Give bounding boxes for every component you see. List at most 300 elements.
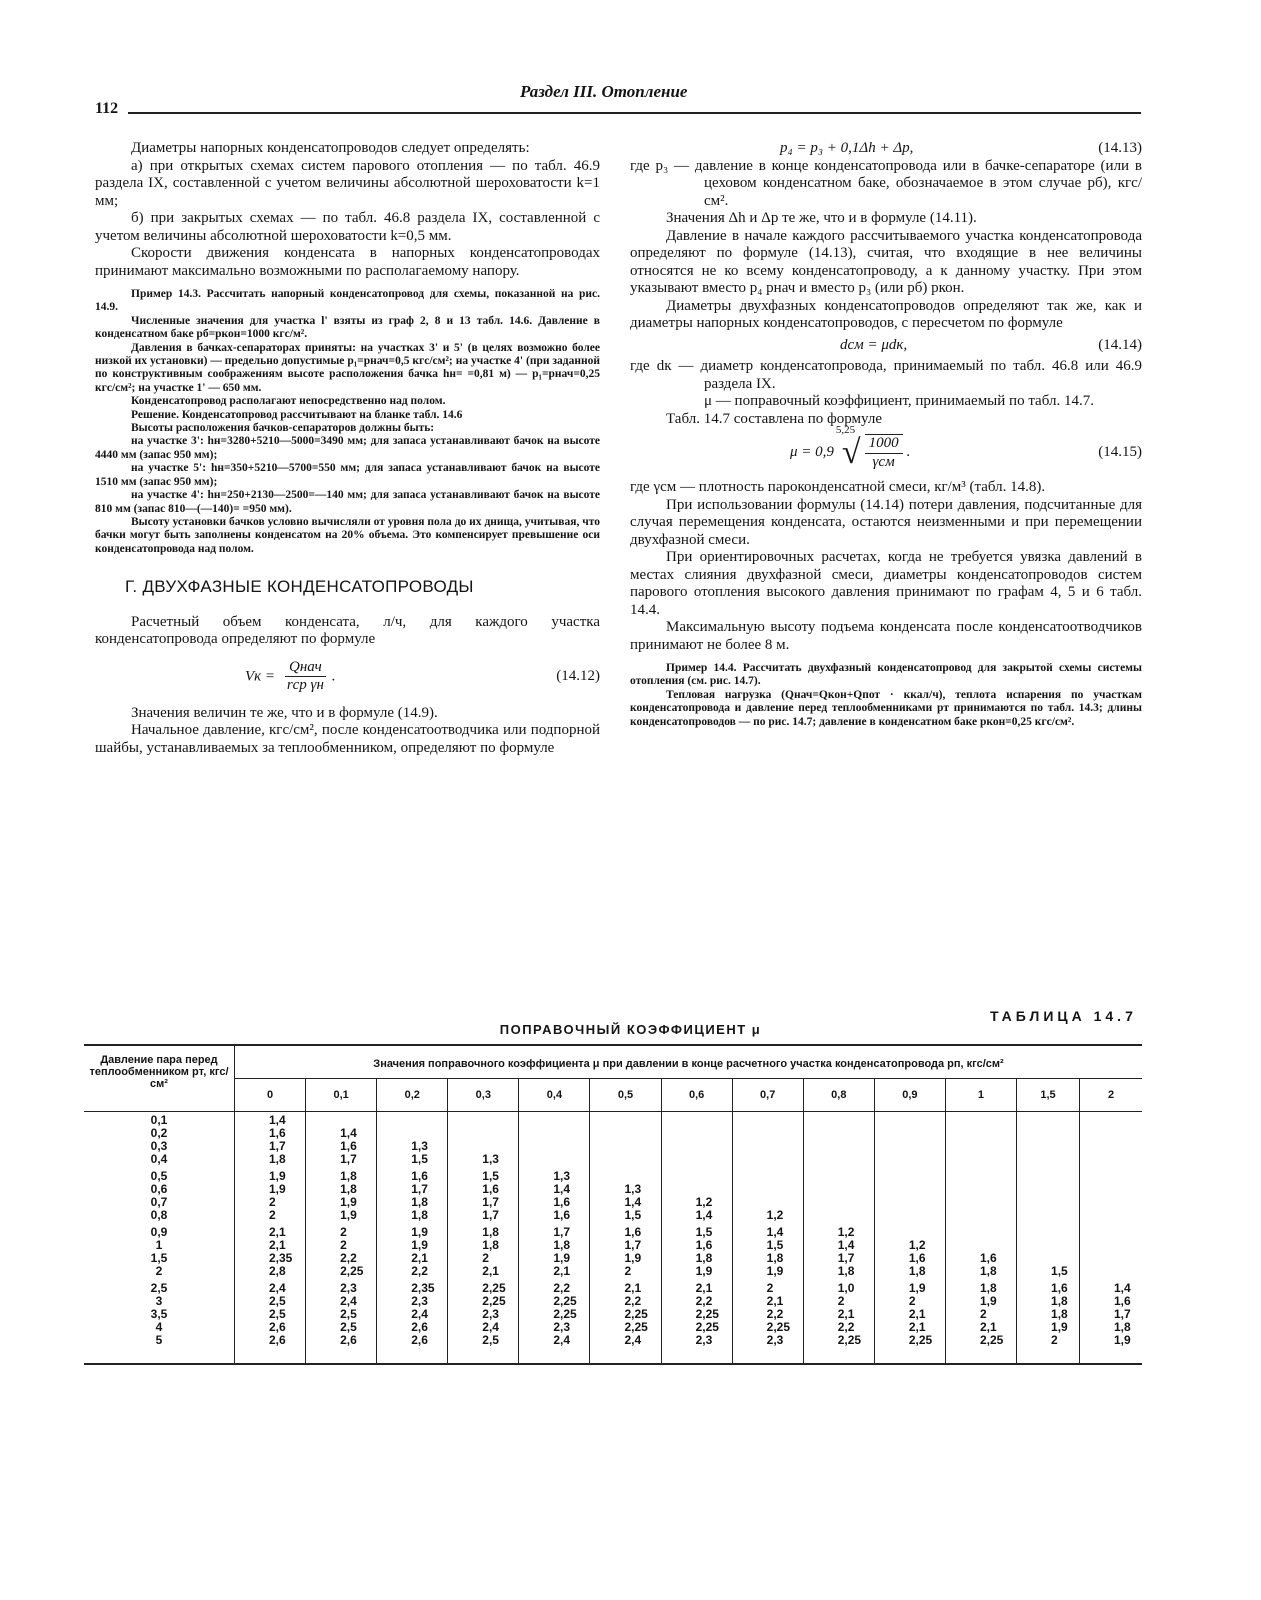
coefficient-value: 2,2	[766, 1307, 784, 1321]
coefficient-value: 1,6	[695, 1238, 713, 1252]
coefficient-value: 1,6	[908, 1251, 926, 1265]
example-text: Решение. Конденсатопровод рассчитывают на бланке табл. 14.6	[131, 408, 463, 421]
column-header-row	[84, 1079, 1142, 1112]
spacer-cell	[661, 1349, 732, 1364]
formula-body: dсм = μdк,	[840, 336, 908, 353]
pressure-value: 0,7	[150, 1195, 168, 1209]
coefficient-cell	[448, 1280, 519, 1349]
coefficient-value	[624, 1153, 660, 1166]
coefficient-value: 1,8	[482, 1238, 499, 1252]
coefficient-value: 2,25	[553, 1307, 577, 1321]
coefficient-value: 1,9	[1051, 1320, 1068, 1334]
coefficient-value: 2	[1051, 1333, 1058, 1347]
correction-coefficient-table	[84, 1044, 1142, 1365]
coefficient-cell	[1017, 1168, 1080, 1224]
example-14-4	[630, 662, 1142, 729]
coefficient-value: 2,25	[837, 1333, 862, 1347]
example-text: Конденсатопровод располагают непосредственно над полом.	[131, 395, 446, 408]
paragraph: Значения величин те же, что и в формуле (14.9).	[131, 704, 438, 721]
left-column	[95, 140, 600, 757]
pressure-value: 0,3	[150, 1139, 168, 1153]
table-row-group	[84, 1112, 1142, 1169]
coefficient-value: 1,7	[624, 1238, 642, 1252]
coefficient-cell	[1017, 1280, 1080, 1349]
coefficient-value: 2	[482, 1251, 489, 1265]
coefficient-value: 2,25	[695, 1307, 719, 1321]
coefficient-value	[1114, 1239, 1142, 1252]
coefficient-value: 2,2	[553, 1281, 571, 1295]
coefficient-value: 1,4	[340, 1126, 357, 1140]
coefficient-cell	[590, 1168, 661, 1224]
pressure-value: 3,5	[150, 1307, 168, 1321]
coefficient-value: 1,6	[340, 1139, 357, 1153]
coefficient-cell	[732, 1224, 803, 1280]
paragraph: Расчетный объем конденсата, л/ч, для каждого участка конденсатопровода определяют по формуле	[95, 613, 600, 648]
coefficient-value	[482, 1114, 518, 1127]
coefficient-value: 1,9	[340, 1195, 357, 1209]
coefficient-cell	[945, 1168, 1016, 1224]
coefficient-value	[696, 1127, 732, 1140]
coefficient-value	[767, 1183, 803, 1196]
coefficient-value	[980, 1196, 1016, 1209]
coefficient-value: 2,25	[695, 1320, 719, 1334]
coefficient-value: 1,9	[908, 1281, 926, 1295]
coefficient-value	[1051, 1127, 1079, 1140]
coefficient-cell	[235, 1112, 306, 1169]
coefficient-value: 2,25	[908, 1333, 933, 1347]
coefficient-cell	[874, 1280, 945, 1349]
coefficient-value: 2,2	[837, 1320, 855, 1334]
coefficient-cell	[519, 1168, 590, 1224]
coefficient-value: 2,35	[411, 1281, 435, 1295]
coefficient-cell	[945, 1224, 1016, 1280]
coefficient-value	[767, 1140, 803, 1153]
formula-14-13	[630, 140, 1142, 158]
coefficient-cell	[448, 1168, 519, 1224]
coefficient-value: 1,5	[482, 1169, 499, 1183]
pressure-value: 4	[155, 1320, 163, 1334]
coefficient-cell	[235, 1168, 306, 1224]
column-header: 0,9	[874, 1079, 945, 1112]
coefficient-value: 1,9	[695, 1264, 713, 1278]
coefficient-value: 2,6	[411, 1320, 428, 1334]
coefficient-value: 2,5	[269, 1307, 286, 1321]
spacer-cell	[377, 1349, 448, 1364]
coefficient-value	[1114, 1226, 1142, 1239]
coefficient-value: 1,8	[1114, 1320, 1131, 1334]
formula-number: (14.14)	[1098, 336, 1142, 353]
formula-fraction	[865, 434, 903, 471]
pressure-value: 0,2	[150, 1126, 168, 1140]
column-header: 0,1	[306, 1079, 377, 1112]
coefficient-cell	[448, 1112, 519, 1169]
coefficient-value: 2,4	[269, 1281, 286, 1295]
formula-body: p₄ = p₃ + 0,1Δh + Δp,	[780, 140, 914, 156]
pressure-cell	[84, 1224, 235, 1280]
table-bottom-spacer	[84, 1349, 1142, 1364]
coefficient-value	[909, 1183, 945, 1196]
coefficient-cell	[590, 1280, 661, 1349]
coefficient-cell	[590, 1112, 661, 1169]
example-text: на участке 3': hн=3280+5210—5000=3490 мм; для запаса устанавливают бачок на высоте 4440 мм (запас 950 мм);	[95, 435, 600, 461]
coefficient-value: 1,6	[553, 1195, 571, 1209]
paragraph: а) при открытых схемах систем парового отопления — по табл. 46.9 раздела IX, составленной с учетом величины абсолютной шероховатости k=1 мм;	[95, 157, 600, 209]
coefficient-value	[980, 1170, 1016, 1183]
coefficient-value: 1,7	[482, 1208, 499, 1222]
coefficient-value: 1,2	[766, 1208, 784, 1222]
coefficient-value: 2,25	[482, 1281, 506, 1295]
coefficient-value: 2	[908, 1294, 916, 1308]
coefficient-value: 2	[269, 1208, 276, 1222]
pressure-value: 1	[155, 1238, 163, 1252]
coefficient-cell	[448, 1224, 519, 1280]
coefficient-value: 1,5	[766, 1238, 784, 1252]
paragraph: При ориентировочных расчетах, когда не требуется увязка давлений в местах слияния двухфазной смеси, диаметры конденсатопроводов систем парового отопления высокого давления принимают по графам 4, 5 и 6 табл. 14.4.	[630, 549, 1142, 618]
pressure-value: 0,1	[150, 1113, 168, 1127]
coefficient-value	[1051, 1196, 1079, 1209]
coefficient-value	[980, 1127, 1016, 1140]
coefficient-value: 1,3	[624, 1182, 642, 1196]
table-body	[84, 1112, 1142, 1365]
coefficient-value	[553, 1153, 589, 1166]
coefficient-value: 1,6	[624, 1225, 642, 1239]
page-number: 112	[95, 100, 119, 117]
pressure-value: 0,8	[150, 1208, 168, 1222]
coefficient-cell	[874, 1168, 945, 1224]
coefficient-value: 1,6	[553, 1208, 571, 1222]
coefficient-value: 2,6	[269, 1333, 286, 1347]
coefficient-value	[980, 1183, 1016, 1196]
coefficient-value	[1051, 1183, 1079, 1196]
coefficient-value: 2,6	[269, 1320, 286, 1334]
column-header: 2	[1107, 1089, 1115, 1101]
coefficient-value: 2,2	[411, 1264, 428, 1278]
coefficient-value	[482, 1127, 518, 1140]
coefficient-value: 2,1	[482, 1264, 499, 1278]
example-text: на участке 4': hн=250+2130—2500=—140 мм; для запаса устанавливают бачок на высоте 810 мм (запас 810—(—140)= =950 мм).	[95, 489, 600, 515]
paragraph: Значения Δh и Δp те же, что и в формуле (14.11).	[666, 210, 977, 226]
coefficient-value	[1114, 1127, 1142, 1140]
example-text: Высоты расположения бачков-сепараторов должны быть:	[131, 422, 435, 435]
coefficient-value: 1,8	[695, 1251, 713, 1265]
paragraph: Диаметры напорных конденсатопроводов следует определять:	[131, 140, 530, 156]
coefficient-cell	[519, 1224, 590, 1280]
coefficient-value: 1,8	[1051, 1294, 1068, 1308]
coefficient-value: 1,7	[837, 1251, 855, 1265]
coefficient-value: 1,6	[1114, 1294, 1131, 1308]
coefficient-value	[909, 1127, 945, 1140]
column-header: 1	[945, 1079, 1016, 1112]
coefficient-value	[767, 1153, 803, 1166]
coefficient-value: 2	[766, 1281, 774, 1295]
coefficient-value: 1,7	[482, 1195, 499, 1209]
paragraph: Максимальную высоту подъема конденсата после конденсатоотводчиков принимают не более 8 м.	[630, 619, 1142, 653]
coefficient-value: 2,25	[482, 1294, 506, 1308]
coefficient-value: 2	[340, 1225, 347, 1239]
coefficient-value: 2,3	[695, 1333, 713, 1347]
coefficient-cell	[1017, 1224, 1080, 1280]
coefficient-value: 1,0	[837, 1281, 855, 1295]
coefficient-value: 1,8	[766, 1251, 784, 1265]
spacer-cell	[306, 1349, 377, 1364]
coefficient-cell	[874, 1224, 945, 1280]
example-text: Пример 14.3. Рассчитать напорный конденсатопровод для схемы, показанной на рис. 14.9.	[95, 288, 600, 314]
paragraph: Давление в начале каждого рассчитываемого участка конденсатопровода определяют по формуле (14.13), считая, что входящие в нее величины относятся не ко всему конденсатопроводу, а к данному участку. При этом указывают вместо p₄ pнач и вместо p₃ (или pб) pкон.	[630, 227, 1142, 296]
coefficient-value: 1,9	[269, 1169, 286, 1183]
coefficient-value	[1114, 1183, 1142, 1196]
coefficient-value: 1,8	[482, 1225, 499, 1239]
coefficient-cell	[803, 1112, 874, 1169]
coefficient-value	[1114, 1252, 1142, 1265]
column-header: 0,8	[803, 1079, 874, 1112]
coefficient-value	[838, 1127, 874, 1140]
coefficient-value: 2,6	[340, 1333, 357, 1347]
radical-sign: √	[841, 433, 861, 471]
coefficient-value: 1,8	[340, 1169, 357, 1183]
coefficient-value	[1114, 1196, 1142, 1209]
where-clause: μ — поправочный коэффициент, принимаемый по табл. 14.7.	[704, 393, 1094, 409]
coefficient-value: 1,3	[482, 1152, 499, 1166]
coefficient-value: 2,8	[269, 1264, 286, 1278]
coefficient-value: 2,1	[553, 1264, 571, 1278]
column-header: 0,6	[661, 1079, 732, 1112]
coefficient-value: 1,7	[553, 1225, 571, 1239]
coefficient-value	[696, 1153, 732, 1166]
coefficient-value: 1,7	[269, 1139, 286, 1153]
paragraph: б) при закрытых схемах — по табл. 46.8 раздела IX, составленной с учетом величины абсолютной шероховатости k=0,5 мм.	[95, 210, 600, 244]
coefficient-cell	[803, 1280, 874, 1349]
pressure-value: 0,5	[150, 1169, 168, 1183]
coefficient-value: 2,3	[553, 1320, 571, 1334]
right-column	[630, 140, 1142, 729]
coefficient-value: 2,5	[340, 1320, 357, 1334]
coefficient-value	[838, 1209, 874, 1222]
coefficient-value	[980, 1226, 1016, 1239]
coefficient-value: 1,3	[411, 1139, 428, 1153]
paragraph: Скорости движения конденсата в напорных конденсатопроводах принимают максимально возможными по располагаемому напору.	[95, 245, 600, 279]
coefficient-cell	[519, 1112, 590, 1169]
coefficient-value: 2,25	[624, 1320, 648, 1334]
coefficient-value	[624, 1140, 660, 1153]
coefficient-cell	[803, 1168, 874, 1224]
coefficient-value: 2,1	[269, 1225, 286, 1239]
coefficient-value	[553, 1114, 589, 1127]
table-row-group	[84, 1224, 1142, 1280]
coefficient-value	[767, 1114, 803, 1127]
column-header: 1,5	[1017, 1079, 1080, 1112]
coefficient-value: 1,8	[553, 1238, 571, 1252]
coefficient-value: 2,2	[340, 1251, 357, 1265]
coefficient-value: 2,25	[766, 1320, 791, 1334]
coefficient-cell	[1017, 1112, 1080, 1169]
column-header: 0,7	[732, 1079, 803, 1112]
coefficient-value: 2,1	[837, 1307, 855, 1321]
where-clause: где dк — диаметр конденсатопровода, принимаемый по табл. 46.8 или 46.9 раздела IX.	[630, 358, 1142, 392]
example-text: Численные значения для участка l' взяты из граф 2, 8 и 13 табл. 14.6. Давление в конденсатном баке pб=pкон=1000 кгс/м².	[95, 314, 600, 341]
coefficient-value: 1,4	[695, 1208, 713, 1222]
column-header: 0	[235, 1079, 306, 1112]
coefficient-cell	[377, 1112, 448, 1169]
column-header: 0,5	[590, 1079, 661, 1112]
spacer-cell	[519, 1349, 590, 1364]
pressure-value: 1,5	[150, 1251, 168, 1265]
coefficient-cell	[945, 1280, 1016, 1349]
coefficient-value: 2,25	[624, 1307, 648, 1321]
example-text: на участке 5': hн=350+5210—5700=550 мм; для запаса устанавливают бачок на высоте 1510 мм (запас 950 мм);	[95, 462, 600, 488]
coefficient-value: 1,6	[411, 1169, 428, 1183]
coefficient-value	[838, 1140, 874, 1153]
coefficient-value: 2	[340, 1238, 347, 1252]
spacer-cell	[590, 1349, 661, 1364]
coefficient-value: 1,8	[979, 1264, 997, 1278]
coefficient-value	[1051, 1226, 1079, 1239]
spacer-cell	[1017, 1349, 1080, 1364]
coefficient-value: 2,4	[340, 1294, 357, 1308]
coefficient-value	[767, 1170, 803, 1183]
coefficient-value: 2,3	[340, 1281, 357, 1295]
coefficient-value: 1,9	[1114, 1333, 1131, 1347]
coefficient-value: 1,4	[553, 1182, 571, 1196]
coefficient-cell	[1080, 1280, 1143, 1349]
example-text: Высоту установки бачков условно вычисляли от уровня пола до их днища, учитывая, что бачки могут быть заполнены конденсатом на 20% объема. Это компенсирует превышение оси конденсатопровода над полом.	[95, 515, 600, 555]
coefficient-value	[909, 1196, 945, 1209]
coefficient-value: 1,7	[411, 1182, 428, 1196]
coefficient-cell	[661, 1280, 732, 1349]
formula-number: (14.13)	[1098, 140, 1142, 156]
coefficient-value: 1,8	[411, 1208, 428, 1222]
coefficient-cell	[377, 1168, 448, 1224]
coefficient-cell	[732, 1280, 803, 1349]
paragraph: Диаметры двухфазных конденсатопроводов определяют так же, как и диаметры напорных конденсатопроводов, с пересчетом по формуле	[630, 297, 1142, 331]
coefficient-value: 2,2	[695, 1294, 713, 1308]
coefficient-value	[909, 1209, 945, 1222]
pressure-value: 2,5	[150, 1281, 168, 1295]
coefficient-value	[1051, 1239, 1079, 1252]
coefficient-value: 2,25	[553, 1294, 577, 1308]
coefficient-value: 2,1	[695, 1281, 713, 1295]
coefficient-value: 1,6	[1051, 1281, 1068, 1295]
coefficient-value	[1051, 1153, 1079, 1166]
coefficient-value	[909, 1153, 945, 1166]
coefficient-value: 1,9	[269, 1182, 286, 1196]
coefficient-value: 2	[624, 1264, 632, 1278]
column-header: 0,4	[519, 1079, 590, 1112]
coefficient-cell	[1080, 1168, 1143, 1224]
coefficient-value: 1,2	[837, 1225, 855, 1239]
pressure-value: 0,6	[150, 1182, 168, 1196]
fraction-denominator: γсм	[872, 453, 895, 470]
coefficient-value: 2,1	[766, 1294, 784, 1308]
coefficient-value	[624, 1114, 660, 1127]
coefficient-cell	[1080, 1112, 1143, 1169]
coefficient-value	[838, 1196, 874, 1209]
coefficient-cell	[945, 1112, 1016, 1169]
table-label: ТАБЛИЦА 14.7	[990, 1008, 1137, 1024]
formula-fraction	[283, 659, 328, 695]
coefficient-value: 1,8	[340, 1182, 357, 1196]
coefficient-value: 1,9	[553, 1251, 571, 1265]
coefficient-value: 1,3	[553, 1169, 571, 1183]
coefficient-value: 2,1	[624, 1281, 642, 1295]
coefficient-value	[767, 1127, 803, 1140]
coefficient-value: 1,9	[766, 1264, 784, 1278]
coefficient-cell	[1080, 1224, 1143, 1280]
formula-14-15	[630, 424, 1142, 471]
coefficient-cell	[661, 1112, 732, 1169]
pressure-cell	[84, 1168, 235, 1224]
spacer-cell	[803, 1349, 874, 1364]
pressure-value: 3	[155, 1294, 163, 1308]
coefficient-value	[1051, 1170, 1079, 1183]
coefficient-value: 2,5	[482, 1333, 499, 1347]
fraction-numerator: Qнач	[285, 659, 326, 678]
coefficient-value: 2,25	[979, 1333, 1004, 1347]
example-14-3	[95, 288, 600, 556]
coefficient-cell	[661, 1224, 732, 1280]
coefficient-value: 1,9	[411, 1225, 428, 1239]
coefficient-value: 2	[979, 1307, 987, 1321]
coefficient-value: 1,8	[908, 1264, 926, 1278]
coefficient-value	[980, 1153, 1016, 1166]
coefficient-cell	[377, 1224, 448, 1280]
coefficient-value: 1,5	[1051, 1264, 1068, 1278]
formula-number: (14.12)	[556, 667, 600, 684]
pressure-cell	[84, 1112, 235, 1169]
coefficient-value	[1114, 1265, 1142, 1278]
coefficient-value	[696, 1114, 732, 1127]
section-heading: Г. ДВУХФАЗНЫЕ КОНДЕНСАТОПРОВОДЫ	[125, 577, 474, 597]
formula-14-12: Vк = $\frac{\text{Qнач}}{\text{rср γн}}$ . (14.12)	[245, 658, 600, 694]
coefficient-value: 2,6	[411, 1333, 428, 1347]
coefficient-cell	[306, 1224, 377, 1280]
coefficient-value: 2,1	[908, 1307, 926, 1321]
coefficient-cell	[661, 1168, 732, 1224]
coefficient-value: 2,25	[340, 1264, 364, 1278]
coefficient-value	[838, 1170, 874, 1183]
coefficient-value: 2,5	[269, 1294, 286, 1308]
coefficient-value: 2,2	[624, 1294, 642, 1308]
spacer-cell	[732, 1349, 803, 1364]
formula-lhs: Vк =	[245, 668, 276, 685]
coefficient-cell	[590, 1224, 661, 1280]
column-header: 0,2	[377, 1079, 448, 1112]
coefficient-cell	[235, 1224, 306, 1280]
coefficient-value	[696, 1170, 732, 1183]
coefficient-cell	[732, 1112, 803, 1169]
coefficient-value: 2,4	[482, 1320, 499, 1334]
coefficient-value	[980, 1140, 1016, 1153]
coefficient-cell	[306, 1280, 377, 1349]
span-header: Значения поправочного коэффициента μ при давлении в конце расчетного участка конденсатопровода pп, кгс/см²	[235, 1045, 1143, 1079]
coefficient-value: 1,9	[979, 1294, 997, 1308]
coefficient-value: 2,1	[411, 1251, 428, 1265]
formula-lhs: μ = 0,9	[790, 443, 834, 460]
coefficient-value: 2,3	[411, 1294, 428, 1308]
coefficient-value	[696, 1140, 732, 1153]
coefficient-value	[838, 1114, 874, 1127]
coefficient-value: 1,6	[482, 1182, 499, 1196]
pressure-value: 0,9	[150, 1225, 168, 1239]
coefficient-value	[1051, 1114, 1079, 1127]
coefficient-value: 1,2	[908, 1238, 926, 1252]
coefficient-value: 2	[269, 1195, 276, 1209]
coefficient-value	[1114, 1114, 1142, 1127]
example-text: Пример 14.4. Рассчитать двухфазный конденсатопровод для закрытой схемы системы отопления (см. рис. 14.7).	[630, 662, 1142, 688]
spacer-cell	[1080, 1349, 1143, 1364]
coefficient-value	[553, 1127, 589, 1140]
coefficient-cell	[519, 1280, 590, 1349]
coefficient-cell	[874, 1112, 945, 1169]
